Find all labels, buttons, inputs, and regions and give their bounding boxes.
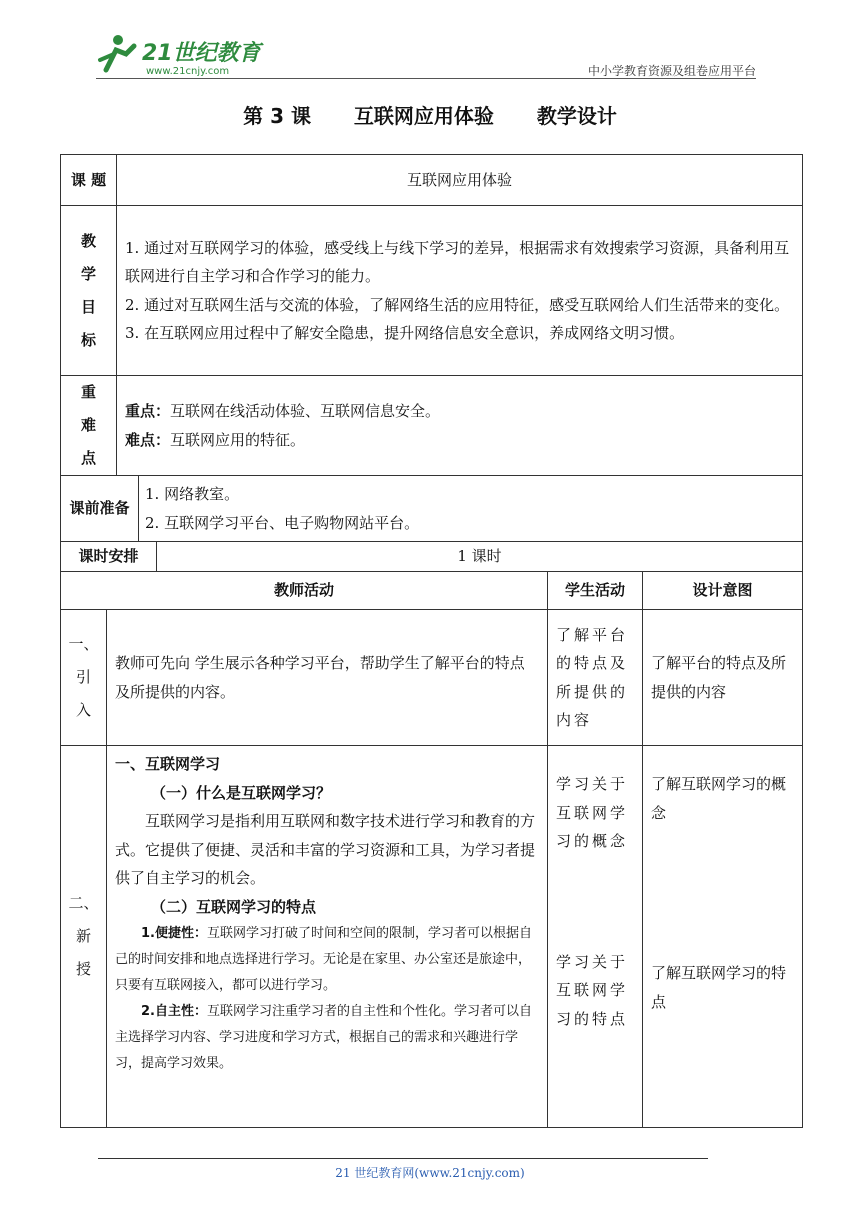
section-intro-student: 了解平台的特点及所提供的内容 (548, 610, 643, 746)
page-header (96, 30, 756, 80)
activity-header-row (61, 572, 803, 610)
logo (96, 30, 296, 78)
logo-text: 21世纪教育 (142, 41, 261, 66)
schedule-row (61, 542, 803, 572)
prep-content (139, 476, 803, 542)
section-new-row (61, 746, 803, 1128)
section-new-student (548, 746, 643, 1128)
prep-item: 2. 互联网学习平台、电子购物网站平台。 (145, 513, 420, 532)
footer-text: 21 世纪教育网(www.21cnjy.com) (335, 1166, 525, 1180)
goals-content (117, 206, 803, 376)
schedule-label: 课时安排 (61, 542, 157, 572)
header-tagline: 中小学教育资源及组卷应用平台 (587, 64, 756, 78)
student-activity-header: 学生活动 (548, 572, 643, 610)
prep-item: 1. 网络教室。 (145, 485, 240, 503)
subsection-heading: （一）什么是互联网学习？ (151, 783, 332, 802)
point-label: 1.便捷性： (141, 926, 207, 941)
section-new-label: 二、 新 授 (61, 746, 107, 1128)
point-text: 互联网学习注重学习者的自主性和个性化。学习者可以自主选择学习内容、学习进度和学习方式，根据自己的需求和兴趣进行学习，提高学习效果。 (115, 1004, 532, 1071)
header-divider (96, 78, 756, 79)
section-new-design (643, 746, 803, 1128)
design-intent-item: 了解互联网学习的概念 (651, 775, 787, 822)
design-intent-header: 设计意图 (643, 572, 803, 610)
document-title (0, 100, 860, 129)
goal-item: 1. 通过对互联网学习的体验，感受线上与线下学习的差异，根据需求有效搜索学习资源，具备利用互联网进行自主学习和合作学习的能力。 (125, 238, 790, 285)
keypoints-content (117, 376, 803, 476)
section-intro-design: 了解平台的特点及所提供的内容 (643, 610, 803, 746)
topic-label: 课 题 (61, 155, 117, 206)
prep-label: 课前准备 (61, 476, 139, 542)
section-intro-row (61, 610, 803, 746)
student-activity-item: 学习关于互联网学习的特点 (556, 952, 629, 1028)
section-intro-teacher: 教师可先向 学生展示各种学习平台，帮助学生了解平台的特点及所提供的内容。 (107, 610, 548, 746)
topic-row (61, 155, 803, 206)
keypoints-label: 重 难 点 (61, 376, 117, 476)
section-new-teacher (107, 746, 548, 1128)
point-text: 互联网学习打破了时间和空间的限制，学习者可以根据自己的时间安排和地点选择进行学习。无论是在家里、办公室还是旅途中，只要有互联网接入，都可以进行学习。 (115, 926, 532, 993)
lesson-plan-table (60, 154, 803, 1128)
document-kind: 教学设计 (536, 104, 617, 128)
lesson-number: 第 3 课 (243, 104, 311, 128)
goal-item: 2. 通过对互联网生活与交流的体验，了解网络生活的应用特征，感受互联网给人们生活带来的变化。 (125, 295, 790, 314)
goals-row (61, 206, 803, 376)
design-intent-item: 了解互联网学习的特点 (651, 964, 787, 1011)
key-text: 互联网在线活动体验、互联网信息安全。 (170, 402, 441, 420)
keypoints-row (61, 376, 803, 476)
key-label: 重点： (125, 402, 171, 420)
topic-value: 互联网应用体验 (117, 155, 803, 206)
subsection-heading: （二）互联网学习的特点 (151, 897, 317, 916)
teacher-activity-header: 教师活动 (61, 572, 548, 610)
point-label: 2.自主性： (141, 1004, 207, 1019)
schedule-value: 1 课时 (157, 542, 803, 572)
prep-row (61, 476, 803, 542)
logo-url: www.21cnjy.com (146, 66, 230, 77)
difficult-label: 难点： (125, 430, 171, 449)
section-heading: 一、互联网学习 (115, 755, 221, 773)
paragraph: 互联网学习是指利用互联网和数字技术进行学习和教育的方式。它提供了便捷、灵活和丰富的学习资源和工具，为学习者提供了自主学习的机会。 (115, 812, 536, 887)
lesson-topic: 互联网应用体验 (353, 104, 494, 128)
footer-divider (98, 1158, 708, 1159)
goal-item: 3. 在互联网应用过程中了解安全隐患，提升网络信息安全意识，养成网络文明习惯。 (125, 324, 685, 342)
student-activity-item: 学习关于互联网学习的概念 (556, 775, 629, 850)
goals-label: 教 学 目 标 (61, 206, 117, 376)
section-intro-label: 一、 引 入 (61, 610, 107, 746)
difficult-text: 互联网应用的特征。 (170, 430, 306, 449)
